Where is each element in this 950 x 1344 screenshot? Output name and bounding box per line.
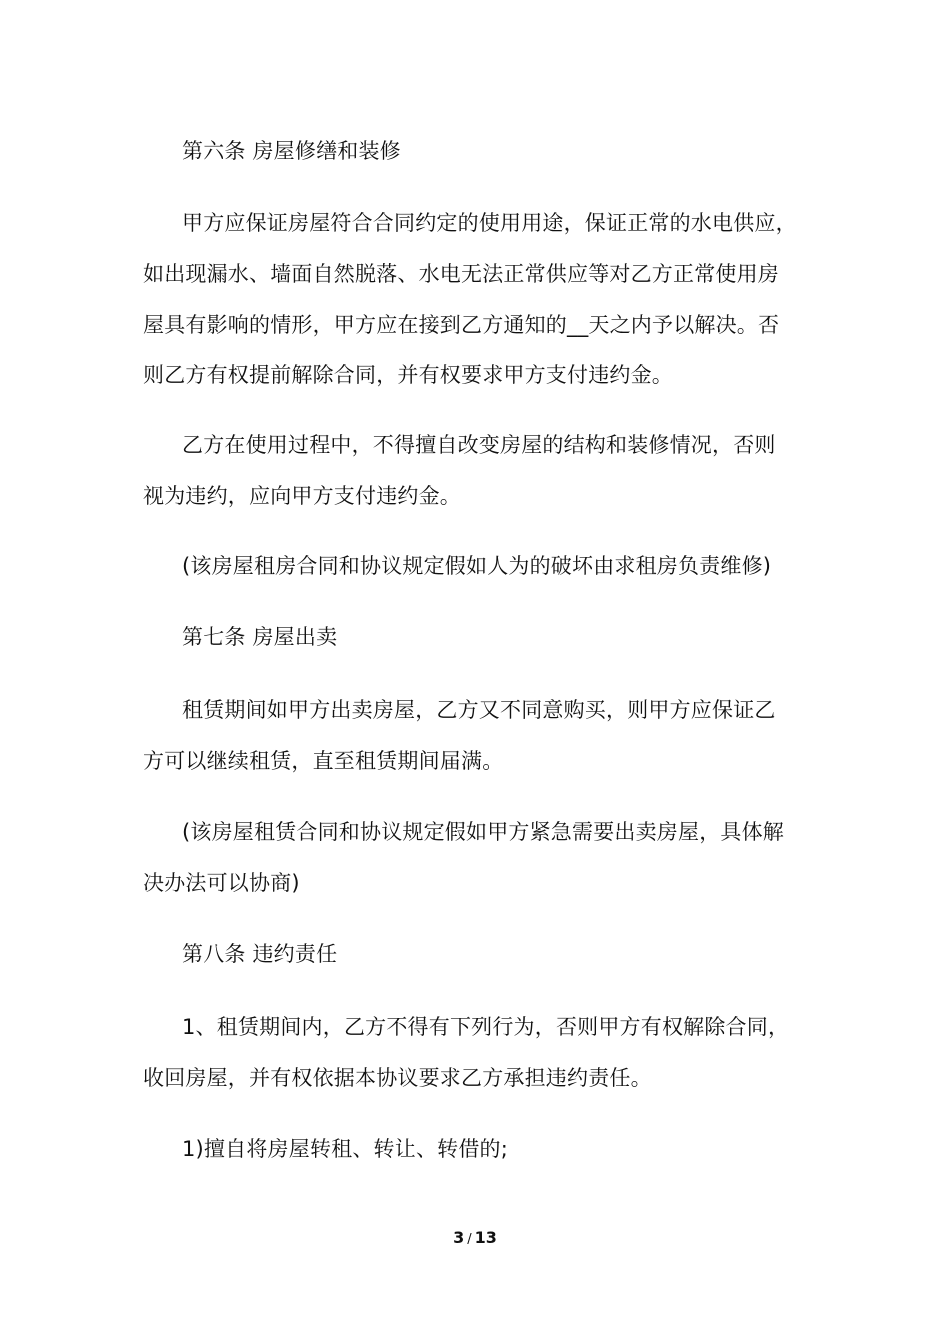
note-line: (该房屋租赁合同和协议规定假如甲方紧急需要出卖房屋，具体解 [182,820,784,844]
list-item: 1)擅自将房屋转租、转让、转借的; [182,1137,509,1161]
paragraph-line: 如出现漏水、墙面自然脱落、水电无法正常供应等对乙方正常使用房 [143,262,779,286]
note-line: 决办法可以协商) [143,871,300,895]
paragraph-line: 屋具有影响的情形，甲方应在接到乙方通知的__天之内予以解决。否 [143,313,780,337]
article-7-heading: 第七条 房屋出卖 [182,625,338,649]
paragraph-line: 收回房屋，并有权依据本协议要求乙方承担违约责任。 [143,1066,652,1090]
article-6-heading: 第六条 房屋修缮和装修 [182,139,401,163]
paragraph-line: 方可以继续租赁，直至租赁期间届满。 [143,749,504,773]
page-separator: / [467,1232,472,1247]
paragraph-line: 乙方在使用过程中，不得擅自改变房屋的结构和装修情况，否则 [182,433,776,457]
page-number [0,1228,950,1247]
paragraph-line: 租赁期间如甲方出卖房屋，乙方又不同意购买，则甲方应保证乙 [182,698,776,722]
total-pages: 13 [474,1228,497,1247]
article-8-heading: 第八条 违约责任 [182,942,338,966]
paragraph-line: 1、租赁期间内，乙方不得有下列行为，否则甲方有权解除合同， [182,1015,790,1039]
paragraph-line: 甲方应保证房屋符合合同约定的使用用途，保证正常的水电供应， [182,211,797,235]
current-page: 3 [453,1228,465,1247]
paragraph-line: 视为违约，应向甲方支付违约金。 [143,484,461,508]
note-line: (该房屋租房合同和协议规定假如人为的破坏由求租房负责维修) [182,554,772,578]
paragraph-line: 则乙方有权提前解除合同，并有权要求甲方支付违约金。 [143,363,673,387]
